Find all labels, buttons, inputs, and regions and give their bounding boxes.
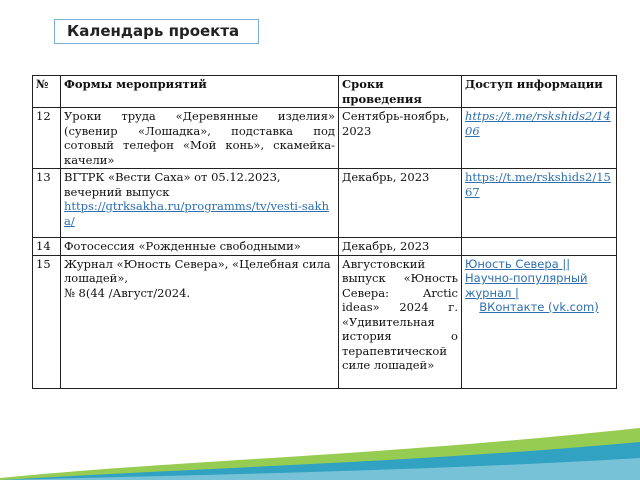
row-dates: Сентябрь-ноябрь, 2023 bbox=[339, 108, 462, 169]
project-calendar-table bbox=[32, 75, 617, 389]
table-row bbox=[33, 108, 617, 169]
row-dates: Августовский выпуск «Юность Севера: Arctic ideas» 2024 г. «Удивительная история о терапевтической силе лошадей» bbox=[339, 255, 462, 388]
row-access-cell bbox=[462, 169, 617, 238]
table-row bbox=[33, 169, 617, 238]
row-number: 12 bbox=[33, 108, 61, 169]
row-event: Журнал «Юность Севера», «Целебная сила лошадей», bbox=[64, 256, 331, 285]
header-access: Доступ информации bbox=[462, 76, 617, 108]
row-event-issue: № 8(44 /Август/2024. bbox=[64, 285, 191, 300]
header-event: Формы мероприятий bbox=[61, 76, 339, 108]
row-event: Фотосессия «Рожденные свободными» bbox=[61, 238, 339, 256]
row-event: ВГТРК «Вести Саха» от 05.12.2023, вечерний выпуск bbox=[64, 170, 281, 199]
row-access-cell bbox=[462, 108, 617, 169]
page-title: Календарь проекта bbox=[54, 19, 259, 44]
row-dates: Декабрь, 2023 bbox=[339, 238, 462, 256]
row-dates: Декабрь, 2023 bbox=[339, 169, 462, 238]
row-number: 13 bbox=[33, 169, 61, 238]
telegram-link[interactable]: https://t.me/rskshids2/1406 bbox=[465, 109, 611, 138]
decorative-wave bbox=[0, 420, 640, 480]
header-dates: Сроки проведения bbox=[339, 76, 462, 108]
row-event-cell bbox=[61, 255, 339, 388]
table-row bbox=[33, 238, 617, 256]
row-number: 14 bbox=[33, 238, 61, 256]
row-event: Уроки труда «Деревянные изделия» (сувенир «Лошадка», подставка под сотовый телефон «Мой конь», скамейка-качели» bbox=[61, 108, 339, 169]
journal-link[interactable]: Юность Севера || Научно-популярный журнал | bbox=[465, 256, 588, 300]
table-header-row bbox=[33, 76, 617, 108]
vk-link[interactable]: ВКонтакте (vk.com) bbox=[479, 300, 599, 314]
row-access bbox=[462, 238, 617, 256]
row-event-cell bbox=[61, 169, 339, 238]
telegram-link[interactable]: https://t.me/rskshids2/1567 bbox=[465, 170, 611, 199]
gtrk-link[interactable]: https://gtrksakha.ru/programms/tv/vesti-sakha/ bbox=[64, 199, 330, 228]
row-access-cell bbox=[462, 255, 617, 388]
table-row bbox=[33, 255, 617, 388]
header-number: № bbox=[33, 76, 61, 108]
row-number: 15 bbox=[33, 255, 61, 388]
